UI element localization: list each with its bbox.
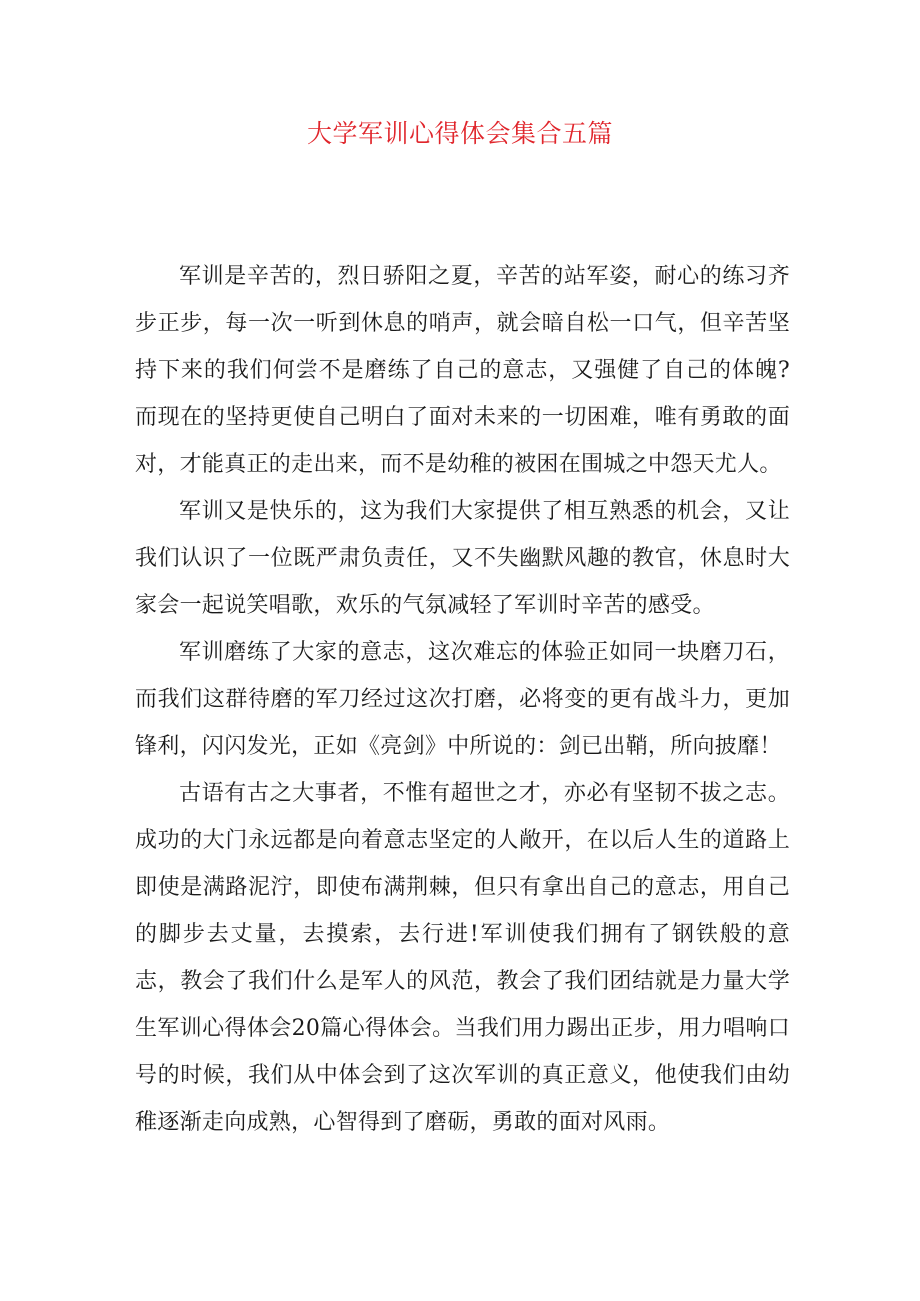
paragraph-3: 军训磨练了大家的意志，这次难忘的体验正如同一块磨刀石，而我们这群待磨的军刀经过这次打磨，必将变的更有战斗力，更加锋利，闪闪发光，正如《亮剑》中所说的：剑已出鞘，所向披靡！ — [135, 640, 790, 759]
document-body — [135, 253, 790, 1146]
paragraph-4: 古语有古之大事者，不惟有超世之才，亦必有坚韧不拔之志。成功的大门永远都是向着意志坚定的人敞开，在以后人生的道路上即使是满路泥泞，即使布满荆棘，但只有拿出自己的意志，用自己的脚步去丈量，去摸索，去行进!军训使我们拥有了钢铁般的意志，教会了我们什么是军人的风范，教会了我们团结就是力量大学生军训心得体会20篇心得体会。当我们用力踢出正步，用力唱响口号的时候，我们从中体会到了这次军训的真正意义，他使我们由幼稚逐渐走向成熟，心智得到了磨砺，勇敢的面对风雨。 — [135, 781, 790, 1135]
paragraph-1: 军训是辛苦的，烈日骄阳之夏，辛苦的站军姿，耐心的练习齐步正步，每一次一听到休息的哨声，就会暗自松一口气，但辛苦坚持下来的我们何尝不是磨练了自己的意志，又强健了自己的体魄?而现在的坚持更使自己明白了面对未来的一切困难，唯有勇敢的面对，才能真正的走出来，而不是幼稚的被困在围城之中怨天尤人。 — [135, 264, 790, 477]
paragraph-2: 军训又是快乐的，这为我们大家提供了相互熟悉的机会，又让我们认识了一位既严肃负责任，又不失幽默风趣的教官，休息时大家会一起说笑唱歌，欢乐的气氛减轻了军训时辛苦的感受。 — [135, 499, 790, 618]
document-title: 大学军训心得体会集合五篇 — [306, 119, 613, 148]
